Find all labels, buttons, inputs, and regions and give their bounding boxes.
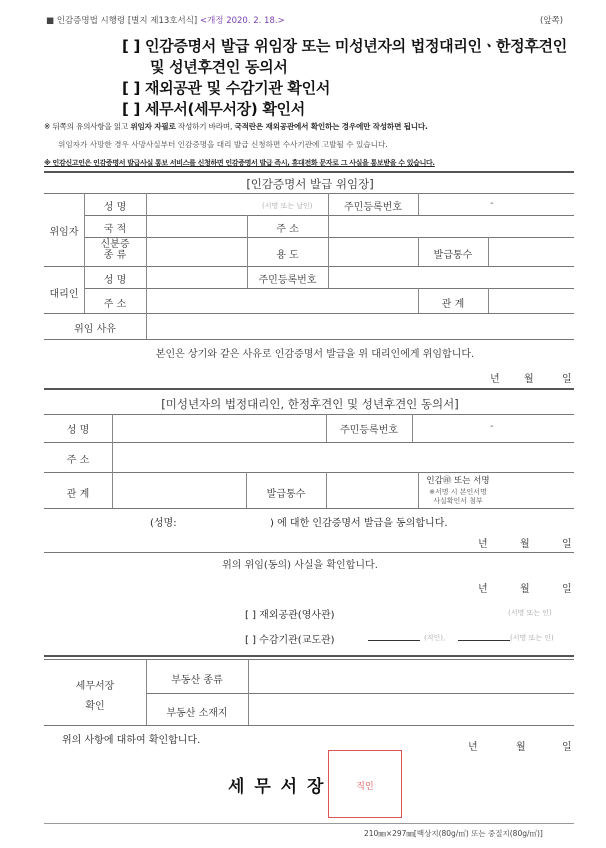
title-line-3: [ ] 세무서(세무서장) 확인서 xyxy=(122,100,305,118)
guardian-seal-or-sign[interactable] xyxy=(418,472,574,508)
note-2: 위임자가 사망한 경우 사망사실부터 인감증명을 대리 발급 신청하면 수사기관에 고발될 수 있습니다. xyxy=(58,140,388,149)
page-side: (앞쪽) xyxy=(540,16,564,26)
consent-date-year: 년 xyxy=(478,539,488,550)
official-seal-label: 직인 xyxy=(356,782,374,792)
paper-spec: 210㎜×297㎜[백상지(80g/㎡) 또는 중질지(80g/㎡)] xyxy=(364,829,543,838)
section1-heading: [인감증명서 발급 위임장] xyxy=(246,177,374,191)
agent-name-label: 성 명 xyxy=(103,275,127,286)
resident-no-dash: - xyxy=(490,198,494,209)
tax-date-year: 년 xyxy=(468,742,478,753)
nationality-field[interactable] xyxy=(146,215,247,237)
title-line-1b: 및 성년후견인 동의서 xyxy=(150,58,288,76)
prison-checkbox[interactable]: [ ] 수감기관(교도관) xyxy=(245,635,335,646)
title-line-1: [ ] 인감증명서 발급 위임장 또는 미성년자의 법정대리인ㆍ한정후견인 xyxy=(122,37,567,55)
confirm-date-month: 월 xyxy=(520,584,530,595)
relation-label: 관 계 xyxy=(441,299,465,310)
embassy-checkbox[interactable]: [ ] 재외공관(영사관) xyxy=(245,610,335,621)
agent-label: 대리인 xyxy=(49,289,79,300)
prison-seal-hint: (직인), xyxy=(424,634,446,642)
delegator-name-label: 성 명 xyxy=(103,202,127,213)
copies-field[interactable] xyxy=(488,237,574,266)
agent-name-field[interactable] xyxy=(146,266,247,288)
delegation-statement: 본인은 상기와 같은 사유로 인감증명서 발급을 위 대리인에게 위임합니다. xyxy=(155,349,475,360)
guardian-resident-no-dash: - xyxy=(490,421,494,432)
consent-statement: ) 에 대한 인감증명서 발급을 동의합니다. xyxy=(270,518,448,529)
tax-date-month: 월 xyxy=(516,742,526,753)
property-type-label: 부동산 종류 xyxy=(171,675,223,686)
tax-office-label: 세무서장 확인 xyxy=(75,681,115,712)
guardian-address-label: 주 소 xyxy=(66,455,90,466)
prison-sign-hint: (서명 또는 인) xyxy=(510,634,554,642)
property-location-field[interactable] xyxy=(248,693,574,725)
guardian-copies-label: 발급통수 xyxy=(266,489,306,500)
guardian-resident-no-label: 주민등록번호 xyxy=(340,425,398,436)
confirm-statement: 위의 위임(동의) 사실을 확인합니다. xyxy=(222,560,378,571)
prison-sign-line[interactable] xyxy=(458,640,510,641)
nationality-label: 국 적 xyxy=(103,224,127,235)
copies-label: 발급통수 xyxy=(433,250,473,261)
agent-address-field[interactable] xyxy=(146,288,418,313)
date-year: 년 xyxy=(490,374,500,385)
official-seal-box[interactable] xyxy=(328,750,402,818)
confirm-date-day: 일 xyxy=(562,584,572,595)
guardian-name-field[interactable] xyxy=(112,414,326,442)
delegator-address-field[interactable] xyxy=(328,215,574,237)
delegator-name-field[interactable] xyxy=(146,193,328,215)
tax-confirm-statement: 위의 사항에 대하여 확인합니다. xyxy=(62,735,201,746)
delegator-label: 위임자 xyxy=(49,227,79,238)
id-type-field[interactable] xyxy=(146,237,247,266)
delegator-address-label: 주 소 xyxy=(276,224,299,235)
confirm-date-year: 년 xyxy=(478,584,488,595)
usage-field[interactable] xyxy=(328,237,418,266)
guardian-relation-field[interactable] xyxy=(112,472,246,508)
embassy-sign-hint: (서명 또는 인) xyxy=(508,609,552,617)
seal-or-sign-label: 인감㊞ 또는 서명 xyxy=(426,476,490,486)
guardian-name-label: 성 명 xyxy=(66,425,90,436)
property-type-field[interactable] xyxy=(248,659,574,693)
consent-date-day: 일 xyxy=(562,539,572,550)
note-1: ※ 뒤쪽의 유의사항을 읽고 위임자 자필로 작성하기 바라며, 국적란은 재외공관에서 확인하는 경우에만 작성하면 됩니다. xyxy=(44,122,428,131)
prison-seal-line[interactable] xyxy=(368,640,420,641)
section2-heading: [미성년자의 법정대리인, 한정후견인 및 성년후견인 동의서] xyxy=(161,397,459,411)
consent-date-month: 월 xyxy=(520,539,530,550)
guardian-address-field[interactable] xyxy=(112,442,574,472)
sign-or-seal-hint: (서명 또는 날인) xyxy=(262,202,313,210)
seal-note-2: 사실확인서 첨부 xyxy=(433,497,483,505)
guardian-copies-field[interactable] xyxy=(326,472,418,508)
agent-resident-no-label: 주민등록번호 xyxy=(258,275,317,286)
usage-label: 용 도 xyxy=(276,250,299,261)
form-law-reference: ■ 인감증명법 시행령 [별지 제13호서식] <개정 2020. 2. 18.> xyxy=(46,16,285,26)
note-3: ※ 인감신고인은 인감증명서 발급사실 통보 서비스를 신청하면 인감증명서 발급 즉시, 휴대전화 문자로 그 사실을 통보받을 수 있습니다. xyxy=(44,159,435,167)
guardian-relation-label: 관 계 xyxy=(66,489,90,500)
agent-resident-no-field[interactable] xyxy=(328,266,574,288)
property-location-label: 부동산 소재지 xyxy=(166,708,228,719)
date-day: 일 xyxy=(562,374,572,385)
revision-date: <개정 2020. 2. 18.> xyxy=(199,16,285,26)
consent-prefix: (성명: xyxy=(150,518,177,529)
agent-address-label: 주 소 xyxy=(103,299,127,310)
reason-field[interactable] xyxy=(146,313,574,339)
delegator-resident-no-label: 주민등록번호 xyxy=(344,202,402,213)
reason-label: 위임 사유 xyxy=(74,324,116,335)
tax-date-day: 일 xyxy=(562,742,572,753)
title-line-2: [ ] 재외공관 및 수감기관 확인서 xyxy=(122,79,331,97)
seal-note-1: ※서명 시 본인서명 xyxy=(429,488,487,496)
date-month: 월 xyxy=(524,374,534,385)
tax-office-chief: 세 무 서 장 xyxy=(228,777,326,797)
relation-field[interactable] xyxy=(488,288,574,313)
guardian-resident-no-field[interactable] xyxy=(412,414,574,442)
id-type-label: 신분증 종 류 xyxy=(100,239,130,261)
